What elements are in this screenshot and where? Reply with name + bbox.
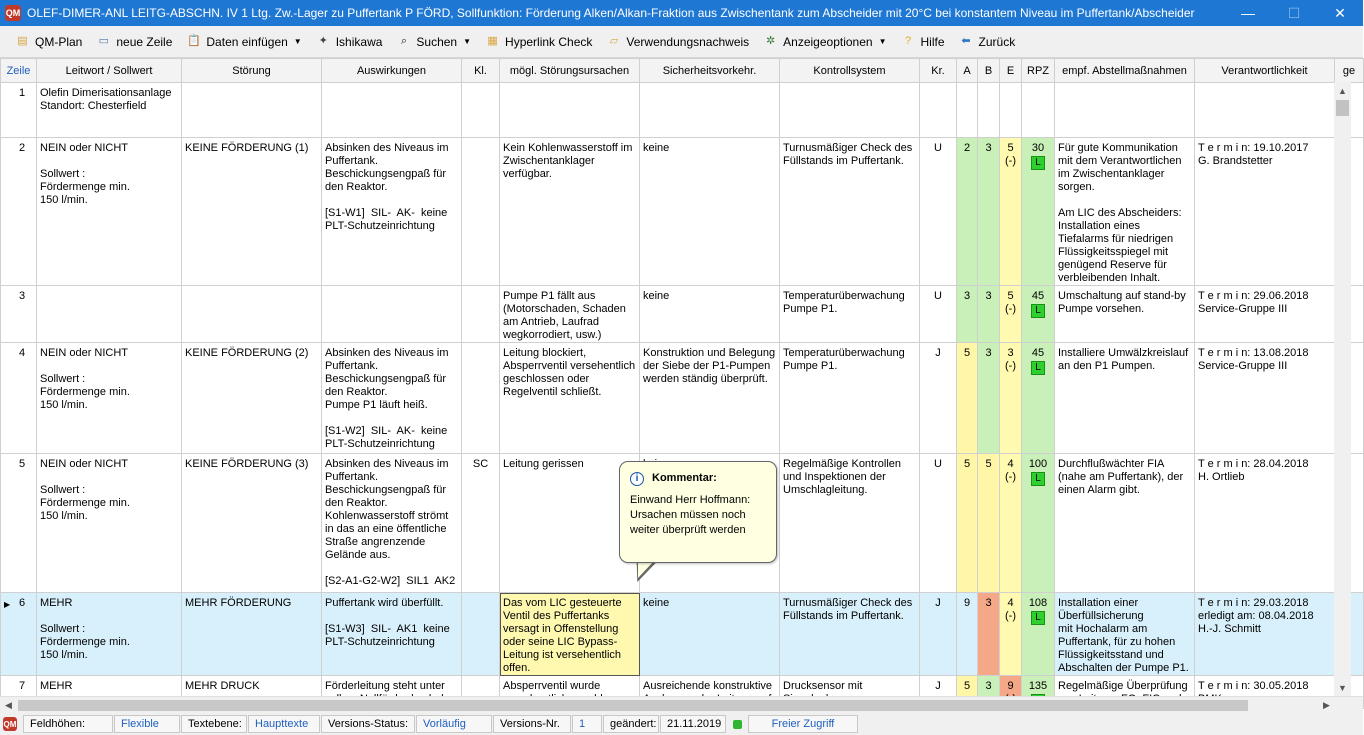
cell-ursachen[interactable]: Kein Kohlenwasserstoff im Zwischentanklager verfügbar. bbox=[500, 138, 640, 286]
row-number[interactable]: 4 bbox=[1, 343, 37, 454]
cell-b[interactable]: 3 bbox=[978, 138, 1000, 286]
column-header[interactable]: A bbox=[957, 59, 978, 83]
column-header[interactable]: Auswirkungen bbox=[322, 59, 462, 83]
cell-stoerung[interactable]: KEINE FÖRDERUNG (3) bbox=[182, 454, 322, 593]
toolbar-label: Hyperlink Check bbox=[505, 34, 593, 49]
scroll-down-icon[interactable]: ▼ bbox=[1338, 682, 1347, 693]
cell-ursachen[interactable]: Leitung blockiert, Absperrventil versehentlich geschlossen oder Regelventil schließt. bbox=[500, 343, 640, 454]
cell-b[interactable]: 3 bbox=[978, 593, 1000, 676]
cell-massnahmen[interactable] bbox=[1055, 83, 1195, 138]
maximize-button[interactable]: ☐ bbox=[1287, 4, 1301, 21]
cell-kontrollsystem[interactable] bbox=[780, 83, 920, 138]
column-header[interactable]: Kontrollsystem bbox=[780, 59, 920, 83]
display-options-icon: ✲ bbox=[766, 35, 776, 47]
toolbar-button-neue-zeile[interactable] bbox=[89, 30, 179, 54]
tooltip-title: Kommentar: bbox=[652, 472, 717, 484]
column-header[interactable]: Kr. bbox=[920, 59, 957, 83]
column-header[interactable]: Zeile bbox=[1, 59, 37, 83]
table-row[interactable] bbox=[1, 593, 1364, 676]
window-title: OLEF-DIMER-ANL LEITG-ABSCHN. IV 1 Ltg. Zw.-Lager zu Puffertank P FÖRD, Sollfunktion: Förderung Alken/Alkan-Fraktion aus Zwischentank zum Abscheider mit 20°C bei konstantem Niveau im Puffertank/Abscheider bbox=[27, 6, 1195, 20]
toolbar-label: neue Zeile bbox=[116, 34, 173, 49]
cell-auswirkungen[interactable]: Absinken des Niveaus im Puffertank. Beschickungsengpaß für den Reaktor. [S1-W1] SIL- AK- keine PLT-Schutzeinrichtung bbox=[322, 138, 462, 286]
cell-leitwort[interactable]: Olefin Dimerisationsanlage Standort: Chesterfield bbox=[37, 83, 182, 138]
back-arrow-icon: ⬅ bbox=[961, 35, 971, 47]
toolbar-button-anzeigeoptionen[interactable] bbox=[756, 30, 893, 54]
versions-status-value[interactable]: Vorläufig bbox=[416, 715, 492, 733]
cell-verantwortlichkeit[interactable]: T e r m i n: 28.04.2018 H. Ortlieb bbox=[1195, 454, 1335, 593]
column-header[interactable]: Verantwortlichkeit bbox=[1195, 59, 1335, 83]
access-status-icon bbox=[733, 720, 742, 729]
horizontal-scroll-thumb[interactable] bbox=[18, 700, 1248, 711]
column-header[interactable]: mögl. Störungsursachen bbox=[500, 59, 640, 83]
textebene-label: Textebene: bbox=[181, 715, 247, 733]
cell-b[interactable] bbox=[978, 83, 1000, 138]
scroll-left-icon[interactable]: ◀ bbox=[5, 700, 12, 710]
cell-massnahmen[interactable]: Für gute Kommunikation mit dem Verantwortlichen im Zwischentanklager sorgen. Am LIC des Abscheiders: Installation eines Tiefalarms für niedrigen Flüssigkeitsspiegel mit genügend Reserve für verbleibenden Inhalt. bbox=[1055, 138, 1195, 286]
cell-b[interactable]: 5 bbox=[978, 454, 1000, 593]
horizontal-scrollbar[interactable] bbox=[0, 696, 1363, 713]
cell-massnahmen[interactable]: Umschaltung auf stand-by Pumpe vorsehen. bbox=[1055, 286, 1195, 343]
toolbar-button-hyperlink-check[interactable] bbox=[478, 30, 599, 54]
cell-kr[interactable]: J bbox=[920, 593, 957, 676]
geaendert-label: geändert: bbox=[603, 715, 659, 733]
cell-kl[interactable] bbox=[462, 286, 500, 343]
cell-kontrollsystem[interactable]: Regelmäßige Kontrollen und Inspektionen der Umschlagleitung. bbox=[780, 454, 920, 593]
comment-tooltip bbox=[619, 461, 777, 563]
column-header[interactable]: Sicherheitsvorkehr. bbox=[640, 59, 780, 83]
chevron-down-icon[interactable]: ▼ bbox=[463, 37, 472, 46]
rpz-value: 108 bbox=[1028, 597, 1048, 609]
versions-nr-value: 1 bbox=[572, 715, 602, 733]
rpz-value: 100 bbox=[1028, 458, 1048, 470]
cell-ursachen[interactable]: Leitung gerissen bbox=[500, 454, 640, 593]
toolbar-button-verwendungsnachweis[interactable] bbox=[599, 30, 756, 54]
row-number[interactable] bbox=[1, 593, 37, 676]
app-icon: QM bbox=[5, 5, 21, 21]
e-sub: (-) bbox=[1005, 155, 1016, 167]
cell-a[interactable]: 2 bbox=[957, 138, 978, 286]
cell-sicherheit[interactable]: Konstruktion und Belegung der Siebe der P1-Pumpen werden ständig überprüft. bbox=[640, 343, 780, 454]
cell-a[interactable]: 9 bbox=[957, 593, 978, 676]
cell-e[interactable] bbox=[1000, 593, 1022, 676]
plan-icon: ▤ bbox=[17, 35, 28, 47]
risk-level-badge: L bbox=[1031, 472, 1045, 486]
cell-kl[interactable]: SC bbox=[462, 454, 500, 593]
cell-massnahmen[interactable]: Installation einer Überfüllsicherung mit Hochalarm am Puffertank, für zu hohen Flüssigkeitsstand und Abschalten der Pumpe P1. bbox=[1055, 593, 1195, 676]
cell-massnahmen[interactable]: Durchflußwächter FIA (nahe am Puffertank), der einen Alarm gibt. bbox=[1055, 454, 1195, 593]
toolbar-label: Daten einfügen bbox=[206, 34, 288, 49]
cell-sicherheit[interactable]: keine bbox=[640, 593, 780, 676]
folder-icon: ▱ bbox=[609, 35, 619, 47]
table-row[interactable] bbox=[1, 138, 1364, 286]
cell-verantwortlichkeit[interactable]: T e r m i n: 19.10.2017 G. Brandstetter bbox=[1195, 138, 1335, 286]
e-value: 5 bbox=[1007, 290, 1014, 302]
cell-e[interactable] bbox=[1000, 286, 1022, 343]
header-row bbox=[1, 59, 1364, 83]
cell-ursachen[interactable]: Das vom LIC gesteuerte Ventil des Puffertanks versagt in Offenstellung oder seine LIC Bypass-Leitung ist versehentlich offen. bbox=[500, 593, 640, 676]
cell-kontrollsystem[interactable]: Temperaturüberwachung Pumpe P1. bbox=[780, 343, 920, 454]
cell-a[interactable]: 5 bbox=[957, 343, 978, 454]
e-value: 4 bbox=[1007, 597, 1014, 609]
toolbar-label: Hilfe bbox=[920, 34, 945, 49]
toolbar bbox=[0, 26, 1363, 58]
toolbar-label: QM-Plan bbox=[35, 34, 83, 49]
toolbar-label: Suchen bbox=[416, 34, 458, 49]
toolbar-button-daten-einfügen[interactable] bbox=[179, 30, 308, 54]
status-bar bbox=[0, 713, 1363, 735]
e-sub: (-) bbox=[1005, 471, 1016, 483]
fmea-table bbox=[0, 58, 1364, 709]
cell-leitwort[interactable]: MEHR Sollwert : Fördermenge min. 150 l/min. bbox=[37, 593, 182, 676]
cell-massnahmen[interactable]: Regelmäßige Überprüfung bbox=[1055, 676, 1195, 709]
minimize-button[interactable]: — bbox=[1241, 5, 1255, 21]
cell-kontrollsystem[interactable]: Temperaturüberwachung Pumpe P1. bbox=[780, 286, 920, 343]
cell-rpz[interactable] bbox=[1022, 83, 1055, 138]
column-header[interactable]: Störung bbox=[182, 59, 322, 83]
cell-verantwortlichkeit[interactable]: T e r m i n: 13.08.2018 Service-Gruppe III bbox=[1195, 343, 1335, 454]
cell-verantwortlichkeit[interactable]: T e r m i n: 29.06.2018 Service-Gruppe III bbox=[1195, 286, 1335, 343]
new-row-icon: ▭ bbox=[98, 35, 110, 47]
geaendert-value: 21.11.2019 bbox=[660, 715, 726, 733]
rpz-value: 45 bbox=[1031, 347, 1045, 359]
toolbar-label: Ishikawa bbox=[335, 34, 383, 49]
cell-rpz[interactable] bbox=[1022, 593, 1055, 676]
e-sub: (-) bbox=[1005, 360, 1016, 372]
cell-a[interactable]: 3 bbox=[957, 286, 978, 343]
cell-verantwortlichkeit[interactable]: T e r m i n: 30.05.2018 bbox=[1195, 676, 1335, 709]
cell-sicherheit[interactable]: keine bbox=[640, 286, 780, 343]
cell-kl[interactable] bbox=[462, 138, 500, 286]
cell-auswirkungen[interactable]: Absinken des Niveaus im Puffertank. Beschickungsengpaß für den Reaktor. Kohlenwasserstoff strömt in das an eine öffentliche Straße angrenzende Gelände aus. [S2-A1-G2-W2] SIL1 AK2 bbox=[322, 454, 462, 593]
toolbar-button-qm-plan[interactable] bbox=[8, 30, 89, 54]
toolbar-button-zurück[interactable] bbox=[952, 30, 1023, 54]
column-header[interactable]: RPZ bbox=[1022, 59, 1055, 83]
e-value: 5 bbox=[1007, 142, 1014, 154]
cell-rpz[interactable] bbox=[1022, 454, 1055, 593]
cell-kl[interactable] bbox=[462, 593, 500, 676]
cell-leitwort[interactable]: NEIN oder NICHT Sollwert : Fördermenge min. 150 l/min. bbox=[37, 138, 182, 286]
feldhoehen-label: Feldhöhen: bbox=[23, 715, 113, 733]
cell-a[interactable]: 5 bbox=[957, 676, 978, 709]
toolbar-label: Anzeigeoptionen bbox=[783, 34, 873, 49]
binoculars-icon: ⌕ bbox=[400, 35, 407, 47]
cell-kontrollsystem[interactable]: Drucksensor mit bbox=[780, 676, 920, 709]
cell-a[interactable] bbox=[957, 83, 978, 138]
cell-verantwortlichkeit[interactable] bbox=[1195, 83, 1335, 138]
cell-stoerung[interactable]: KEINE FÖRDERUNG (2) bbox=[182, 343, 322, 454]
cell-leitwort[interactable]: NEIN oder NICHT Sollwert : Fördermenge min. 150 l/min. bbox=[37, 454, 182, 593]
cell-stoerung[interactable]: MEHR DRUCK bbox=[182, 676, 322, 709]
insert-data-icon: 📋 bbox=[187, 35, 201, 47]
cell-kl[interactable] bbox=[462, 83, 500, 138]
access-status: Freier Zugriff bbox=[748, 715, 858, 733]
vertical-scroll-thumb[interactable] bbox=[1336, 100, 1349, 116]
row-number[interactable]: 5 bbox=[1, 454, 37, 593]
cell-auswirkungen[interactable]: Förderleitung steht unter bbox=[322, 676, 462, 709]
toolbar-button-suchen[interactable] bbox=[389, 30, 478, 54]
cell-kontrollsystem[interactable]: Turnusmäßiger Check des Füllstands im Puffertank. bbox=[780, 593, 920, 676]
cell-kr[interactable]: J bbox=[920, 343, 957, 454]
column-header[interactable]: ge bbox=[1335, 59, 1364, 83]
cell-auswirkungen[interactable]: Puffertank wird überfüllt. [S1-W3] SIL- AK1 keine PLT-Schutzeinrichtung bbox=[322, 593, 462, 676]
column-header[interactable]: Leitwort / Sollwert bbox=[37, 59, 182, 83]
cell-stoerung[interactable] bbox=[182, 83, 322, 138]
rpz-value: 135 bbox=[1028, 680, 1048, 692]
cell-auswirkungen[interactable] bbox=[322, 286, 462, 343]
cell-kontrollsystem[interactable]: Turnusmäßiger Check des Füllstands im Puffertank. bbox=[780, 138, 920, 286]
cell-b[interactable]: 3 bbox=[978, 676, 1000, 709]
title-bar bbox=[0, 0, 1363, 26]
risk-level-badge: L bbox=[1031, 611, 1045, 625]
row-number[interactable]: 7 bbox=[1, 676, 37, 709]
cell-sicherheit[interactable]: keine bbox=[640, 138, 780, 286]
fmea-grid bbox=[0, 58, 1363, 696]
cell-massnahmen[interactable]: Installiere Umwälzkreislauf an den P1 Pumpen. bbox=[1055, 343, 1195, 454]
chevron-down-icon[interactable]: ▼ bbox=[878, 37, 887, 46]
rpz-value: 45 bbox=[1031, 290, 1045, 302]
e-value: 9 bbox=[1007, 680, 1014, 692]
cell-sicherheit[interactable]: Ausreichende konstruktive bbox=[640, 676, 780, 709]
cell-stoerung[interactable]: MEHR FÖRDERUNG bbox=[182, 593, 322, 676]
e-value: 3 bbox=[1007, 347, 1014, 359]
row-number[interactable]: 3 bbox=[1, 286, 37, 343]
column-header[interactable]: B bbox=[978, 59, 1000, 83]
cell-leitwort[interactable] bbox=[37, 286, 182, 343]
e-sub: (-) bbox=[1005, 303, 1016, 315]
cell-auswirkungen[interactable]: Absinken des Niveaus im Puffertank. Beschickungsengpaß für den Reaktor. Pumpe P1 läuft heiß. [S1-W2] SIL- AK- keine PLT-Schutzeinrichtung bbox=[322, 343, 462, 454]
column-header[interactable]: Kl. bbox=[462, 59, 500, 83]
toolbar-button-hilfe[interactable] bbox=[894, 30, 952, 54]
table-row[interactable] bbox=[1, 83, 1364, 138]
vertical-scrollbar[interactable] bbox=[1334, 82, 1351, 696]
cell-ursachen[interactable]: Absperrventil wurde bbox=[500, 676, 640, 709]
hyperlink-icon: ▦ bbox=[487, 35, 498, 47]
cell-a[interactable]: 5 bbox=[957, 454, 978, 593]
cell-kr[interactable]: U bbox=[920, 138, 957, 286]
feldhoehen-value[interactable]: Flexible bbox=[114, 715, 180, 733]
rpz-value: 30 bbox=[1031, 142, 1045, 154]
cell-sicherheit[interactable] bbox=[640, 83, 780, 138]
e-sub: (-) bbox=[1005, 610, 1016, 622]
risk-level-badge: L bbox=[1031, 304, 1045, 318]
close-button[interactable]: ✕ bbox=[1334, 4, 1346, 21]
info-icon: i bbox=[630, 472, 644, 486]
risk-level-badge: L bbox=[1031, 361, 1045, 375]
cell-stoerung[interactable]: KEINE FÖRDERUNG (1) bbox=[182, 138, 322, 286]
cell-e[interactable] bbox=[1000, 138, 1022, 286]
cell-leitwort[interactable]: NEIN oder NICHT Sollwert : Fördermenge min. 150 l/min. bbox=[37, 343, 182, 454]
table-row[interactable] bbox=[1, 343, 1364, 454]
cell-verantwortlichkeit[interactable]: T e r m i n: 29.03.2018 erledigt am: 08.04.2018 H.-J. Schmitt bbox=[1195, 593, 1335, 676]
cell-e[interactable] bbox=[1000, 83, 1022, 138]
row-number[interactable]: 2 bbox=[1, 138, 37, 286]
cell-stoerung[interactable] bbox=[182, 286, 322, 343]
cell-b[interactable]: 3 bbox=[978, 286, 1000, 343]
cell-kl[interactable] bbox=[462, 343, 500, 454]
scroll-right-icon[interactable]: ▶ bbox=[1323, 700, 1330, 710]
cell-b[interactable]: 3 bbox=[978, 343, 1000, 454]
scroll-up-icon[interactable]: ▲ bbox=[1338, 85, 1347, 96]
cell-rpz[interactable] bbox=[1022, 343, 1055, 454]
cell-rpz[interactable] bbox=[1022, 138, 1055, 286]
row-pointer-icon: ▶ bbox=[4, 600, 11, 609]
status-app-icon: QM bbox=[3, 717, 17, 731]
cell-auswirkungen[interactable] bbox=[322, 83, 462, 138]
row-number-label: 6 bbox=[18, 597, 26, 609]
table-row[interactable] bbox=[1, 286, 1364, 343]
cell-ursachen[interactable] bbox=[500, 83, 640, 138]
toolbar-label: Verwendungsnachweis bbox=[626, 34, 750, 49]
cell-leitwort[interactable]: MEHR bbox=[37, 676, 182, 709]
chevron-down-icon[interactable]: ▼ bbox=[293, 37, 302, 46]
risk-level-badge: L bbox=[1031, 156, 1045, 170]
column-header[interactable]: E bbox=[1000, 59, 1022, 83]
versions-status-label: Versions-Status: bbox=[321, 715, 415, 733]
help-icon: ? bbox=[904, 35, 912, 47]
cell-e[interactable] bbox=[1000, 343, 1022, 454]
cell-ursachen[interactable]: Pumpe P1 fällt aus (Motorschaden, Schaden am Antrieb, Laufrad wegkorrodiert, usw.) bbox=[500, 286, 640, 343]
column-header[interactable]: empf. Abstellmaßnahmen bbox=[1055, 59, 1195, 83]
e-value: 4 bbox=[1007, 458, 1014, 470]
versions-nr-label: Versions-Nr. bbox=[493, 715, 571, 733]
toolbar-button-ishikawa[interactable] bbox=[309, 30, 390, 54]
cell-kr[interactable]: U bbox=[920, 286, 957, 343]
row-number[interactable]: 1 bbox=[1, 83, 37, 138]
textebene-value[interactable]: Haupttexte bbox=[248, 715, 320, 733]
cell-kr[interactable]: U bbox=[920, 454, 957, 593]
toolbar-label: Zurück bbox=[978, 34, 1016, 49]
cell-rpz[interactable] bbox=[1022, 286, 1055, 343]
tooltip-text: Einwand Herr Hoffmann: Ursachen müssen noch weiter überprüft werden bbox=[630, 494, 751, 536]
cell-e[interactable] bbox=[1000, 454, 1022, 593]
ishikawa-icon: ✦ bbox=[318, 35, 328, 47]
cell-kr[interactable] bbox=[920, 83, 957, 138]
cell-kr[interactable]: J bbox=[920, 676, 957, 709]
